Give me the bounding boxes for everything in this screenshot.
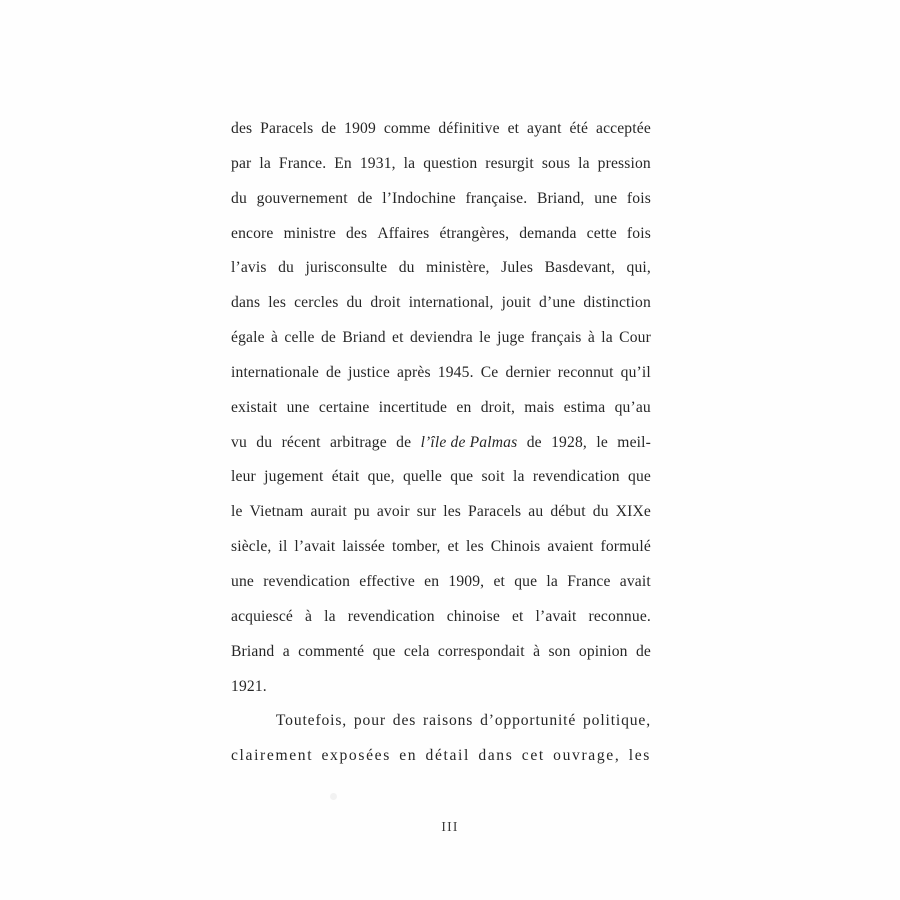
- word: Vietnam: [249, 503, 304, 521]
- word: revendication: [347, 607, 435, 625]
- text-line: [231, 600, 651, 635]
- word: que: [372, 642, 396, 660]
- word: En: [334, 154, 352, 172]
- word: des: [392, 712, 417, 730]
- word: Paracels: [260, 120, 314, 137]
- word: comme: [383, 120, 431, 137]
- text-line: [231, 182, 651, 217]
- body-text-column: [231, 112, 651, 774]
- word: reconnut: [557, 363, 614, 381]
- word: vu: [231, 433, 247, 451]
- word: en: [399, 747, 418, 765]
- word: Ce: [480, 363, 499, 381]
- word: de: [320, 329, 336, 347]
- text-line: [231, 112, 651, 147]
- word: la: [578, 154, 590, 172]
- word: droit,: [480, 398, 516, 416]
- word: français: [530, 329, 582, 347]
- word: la: [259, 154, 271, 172]
- text-line-last: 1921.: [231, 677, 267, 695]
- text-line: [231, 286, 651, 321]
- word: la: [512, 468, 525, 486]
- word: raisons: [423, 712, 474, 730]
- word: XIXe: [615, 503, 651, 521]
- word: à: [587, 329, 595, 347]
- word: cette: [586, 224, 617, 242]
- text-line-indented: [231, 704, 651, 739]
- word: clairement: [231, 747, 314, 765]
- word: Jules: [501, 259, 534, 277]
- word: après: [397, 363, 431, 381]
- word: cet: [521, 747, 545, 765]
- word: son: [548, 642, 571, 660]
- word: de: [526, 433, 542, 451]
- word: l’Indochine: [382, 189, 456, 207]
- word: les: [443, 503, 462, 521]
- word: du: [398, 259, 415, 277]
- word: dans: [231, 294, 261, 312]
- word: meil-: [617, 433, 651, 451]
- word: siècle,: [231, 538, 272, 556]
- word: politique,: [583, 712, 651, 730]
- word: correspondait: [437, 642, 525, 660]
- word: deviendra: [409, 329, 473, 347]
- scan-speck-artifact: [330, 793, 337, 800]
- word: une: [231, 572, 254, 590]
- word: au: [528, 503, 544, 521]
- word: que,: [367, 468, 395, 486]
- word: celle: [284, 329, 315, 347]
- word: jugement: [264, 468, 324, 486]
- word: l’avait: [535, 607, 577, 625]
- word: ouvrage,: [553, 747, 621, 765]
- word: Briand,: [537, 189, 585, 207]
- word: Cour: [619, 329, 651, 347]
- text-line: [231, 635, 651, 670]
- word: fois: [626, 189, 651, 207]
- word: gouvernement: [256, 189, 348, 207]
- word: justice: [348, 363, 390, 381]
- word: le: [596, 433, 608, 451]
- word: jouit: [501, 294, 531, 312]
- word: arbitrage: [329, 433, 387, 451]
- word: à: [533, 642, 541, 660]
- text-line: [231, 495, 651, 530]
- word: cercles: [294, 294, 339, 312]
- word: fois: [626, 224, 651, 242]
- word: resurgit: [485, 154, 534, 172]
- word: du: [256, 433, 273, 451]
- word: de: [635, 642, 651, 660]
- word: de: [396, 433, 412, 451]
- word: avoir: [376, 503, 410, 521]
- text-line: [231, 739, 651, 774]
- word: existait: [231, 398, 278, 416]
- word: il: [278, 538, 288, 556]
- word: formulé: [600, 538, 651, 556]
- word: revendication: [532, 468, 620, 486]
- word: opinion: [578, 642, 628, 660]
- text-line: [231, 530, 651, 565]
- word: qui,: [626, 259, 651, 277]
- word: mais: [524, 398, 555, 416]
- word: à: [305, 607, 313, 625]
- word: Toutefois,: [275, 712, 348, 730]
- word: effective: [359, 572, 415, 590]
- word: juge: [497, 329, 525, 347]
- word: droit: [370, 294, 401, 312]
- word: demanda: [519, 224, 577, 242]
- word: Paracels: [468, 503, 522, 521]
- word: d’une: [539, 294, 576, 312]
- paragraph-indent: [231, 704, 269, 739]
- word: France: [567, 572, 611, 590]
- word: avait: [619, 572, 651, 590]
- word: leur: [231, 468, 256, 486]
- text-line: [231, 565, 651, 600]
- word: internationale: [231, 363, 319, 381]
- word: était: [331, 468, 360, 486]
- word: international,: [408, 294, 494, 312]
- word: Chinois: [490, 538, 541, 556]
- text-line: [231, 147, 651, 182]
- word: estima: [563, 398, 606, 416]
- word: ayant: [527, 120, 562, 137]
- word: de: [357, 189, 373, 207]
- word: aurait: [310, 503, 347, 521]
- word: qu’il: [620, 363, 651, 381]
- word: reconnue.: [588, 607, 651, 625]
- word: l’avait: [294, 538, 336, 556]
- text-line: [231, 356, 651, 391]
- word: d’opportunité: [480, 712, 577, 730]
- word: ministère,: [426, 259, 490, 277]
- word: acceptée: [596, 120, 651, 137]
- word: question: [423, 154, 478, 172]
- word: 1909,: [448, 572, 485, 590]
- word: début: [550, 503, 586, 521]
- word: France.: [278, 154, 327, 172]
- word: la: [324, 607, 336, 625]
- word: étrangères,: [439, 224, 510, 242]
- text-line-with-italic-title: [231, 426, 651, 461]
- word: à: [271, 329, 279, 347]
- word: égale: [231, 329, 265, 347]
- word: pression: [597, 154, 651, 172]
- word: des: [231, 120, 253, 137]
- word: les: [628, 747, 651, 765]
- word: le: [479, 329, 491, 347]
- word: la: [403, 154, 416, 172]
- word: les: [268, 294, 287, 312]
- word: distinction: [583, 294, 651, 312]
- word: et: [493, 572, 506, 590]
- word: soit: [481, 468, 505, 486]
- word: la: [601, 329, 613, 347]
- word: jurisconsulte: [305, 259, 388, 277]
- word: 1931,: [359, 154, 396, 172]
- word: Briand: [342, 329, 386, 347]
- word: des: [345, 224, 368, 242]
- word: Affaires: [377, 224, 430, 242]
- word: du: [278, 259, 294, 277]
- word: les: [466, 538, 484, 556]
- page-number: III: [441, 819, 459, 834]
- word: et: [392, 329, 404, 347]
- word: du: [346, 294, 363, 312]
- word: 1928,: [551, 433, 587, 451]
- word: chinoise: [446, 607, 500, 625]
- word: 1909: [344, 120, 376, 137]
- text-line: [231, 321, 651, 356]
- word: détail: [425, 747, 470, 765]
- word: laissée: [342, 538, 385, 556]
- italic-title-run: l’île de Palmas: [420, 433, 518, 451]
- word: certaine: [318, 398, 370, 416]
- word: que: [514, 572, 538, 590]
- word: dans: [478, 747, 514, 765]
- word: quelle: [402, 468, 442, 486]
- word: une: [594, 189, 618, 207]
- word: que: [450, 468, 474, 486]
- word: sur: [416, 503, 437, 521]
- word: encore: [231, 224, 274, 242]
- word: avaient: [547, 538, 594, 556]
- word: française.: [465, 189, 528, 207]
- word: commenté: [298, 642, 365, 660]
- word: acquiescé: [231, 607, 294, 625]
- word: par: [231, 154, 252, 172]
- word: récent: [281, 433, 321, 451]
- word: tomber,: [391, 538, 441, 556]
- word: en: [424, 572, 440, 590]
- text-line: [231, 391, 651, 426]
- word: pu: [353, 503, 370, 521]
- word: 1945.: [437, 363, 474, 381]
- word: Briand: [231, 642, 275, 660]
- word: la: [546, 572, 558, 590]
- word: une: [286, 398, 310, 416]
- word: ministre: [283, 224, 336, 242]
- word: pour: [353, 712, 386, 730]
- word: en: [456, 398, 472, 416]
- word: du: [592, 503, 609, 521]
- word: et: [447, 538, 460, 556]
- text-line: [231, 217, 651, 252]
- text-line: [231, 460, 651, 495]
- word: été: [569, 120, 589, 137]
- word: le: [231, 503, 243, 521]
- paragraph-1: [231, 112, 651, 704]
- word: de: [326, 363, 342, 381]
- word: a: [282, 642, 290, 660]
- word: définitive: [438, 120, 500, 137]
- word: cela: [403, 642, 430, 660]
- word: revendication: [263, 572, 351, 590]
- word: qu’au: [614, 398, 651, 416]
- word: l’avis: [231, 259, 267, 277]
- word: du: [231, 189, 247, 207]
- word: de: [321, 120, 337, 137]
- word: dernier: [505, 363, 551, 381]
- word: incertitude: [378, 398, 448, 416]
- word: et: [507, 120, 520, 137]
- word: sous: [541, 154, 571, 172]
- word: Basdevant,: [544, 259, 616, 277]
- word: exposées: [321, 747, 391, 765]
- paragraph-2: [231, 704, 651, 774]
- word: que: [628, 468, 651, 486]
- text-line: [231, 251, 651, 286]
- word: et: [511, 607, 524, 625]
